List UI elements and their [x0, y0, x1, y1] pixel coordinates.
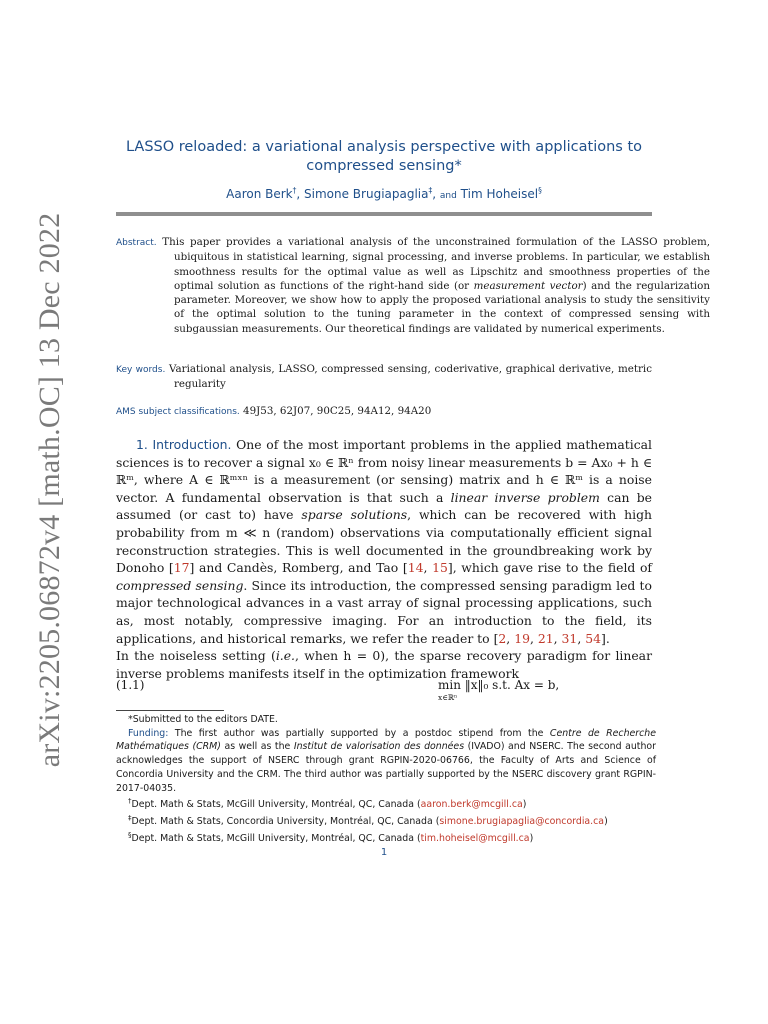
keywords — [116, 362, 652, 392]
introduction — [116, 436, 652, 682]
intro-text: can be assumed (or cast to) have — [116, 489, 652, 523]
ams-text: 49J53, 62J07, 90C25, 94A12, 94A20 — [243, 405, 432, 417]
footnotes — [116, 713, 656, 846]
citation-link[interactable]: 31 — [561, 630, 578, 646]
abstract-emphasis: measurement vector — [473, 279, 583, 292]
ams-classifications — [116, 404, 652, 419]
affiliation-text: Dept. Math & Stats, Concordia University, Montréal, QC, Canada ( — [131, 816, 440, 828]
email-link[interactable]: tim.hoheisel@mcgill.ca — [420, 833, 530, 844]
intro-text: , which can be recovered with high probability from m ≪ n (random) observations via computationally efficient signal reconstruction strategies. This is well documented in the groundbreaking work by Donoho [ — [116, 507, 652, 576]
author-list: Aaron Berk†, Simone Brugiapaglia‡, and Tim Hoheisel§ — [226, 186, 542, 201]
affiliation-close: ) — [529, 833, 534, 844]
abstract-text-2: ) and the regularization parameter. Moreover, we show how to apply the proposed variational analysis to study the sensitivity of the optimal solution to the tuning parameter in the context of compressed sensing with subgaussian measurements. Our theoretical findings are validated by numerical experiments. — [174, 279, 711, 335]
intro-text: , when h = 0), the sparse recovery paradigm for linear inverse problems manifests itself in the optimization framework — [116, 648, 652, 681]
ams-label: AMS subject classifications. — [116, 407, 240, 417]
abstract — [116, 235, 710, 336]
footnote-mark: § — [128, 830, 132, 839]
funding-text: (IVADO) and NSERC. The second author acknowledges the support of NSERC through grant RGPIN-2020-06766, the Faculty of Arts and Science of Concordia University and the CRM. The third author was partially supported by the NSERC discovery grant RGPIN-2017-04035. — [116, 741, 656, 794]
funding-emphasis: Centre de Recherche Mathématiques (CRM) — [116, 727, 656, 753]
footnote-mark: ‡ — [128, 814, 132, 823]
footnote-submitted: *Submitted to the editors DATE. — [128, 714, 278, 725]
section-heading: 1. Introduction. — [136, 437, 232, 452]
intro-text: In the noiseless setting ( — [116, 648, 276, 664]
title-line-2: compressed sensing* — [306, 158, 462, 174]
intro-emphasis: compressed sensing — [116, 577, 244, 593]
funding-emphasis: Institut de valorisation des données — [293, 741, 465, 753]
citation-link[interactable]: 14 — [407, 560, 424, 576]
intro-text: . Since its introduction, the compressed sensing paradigm led to major technological advances in a vast array of signal processing applications, such as, most notably, compressive imaging. For an introduction to the field, its applications, and historical remarks, we refer the reader to [ — [116, 577, 652, 646]
affiliation-close: ) — [522, 799, 527, 811]
intro-paragraph-1: 1. Introduction. One of the most important problems in the applied mathematical sciences is to recover a signal x₀ ∈ ℝⁿ from noisy linear measurements b = Ax₀ + h ∈ ℝᵐ, where A ∈ ℝᵐˣⁿ is a measurement (or sensing) matrix and h ∈ ℝᵐ is a noise vector. A fundamental observation is that such a linear inverse problem can be assumed (or cast to) have sparse solutions, which can be recovered with high probability from m ≪ n (random) observations via computationally efficient signal reconstruction strategies. This is well documented in the groundbreaking work by Donoho [17] and Candès, Romberg, and Tao [14, 15], which gave rise to the field of compressed sensing. Since its introduction, the compressed sensing paradigm led to major technological advances in a vast array of signal processing applications, such as, most notably, compressive imaging. For an introduction to the field, its applications, and historical remarks, we refer the reader to [2, 19, 21, 31, 54]. — [116, 437, 653, 646]
intro-text: ]. — [600, 630, 610, 646]
footnote-mark: † — [128, 797, 132, 806]
citation-link[interactable]: 19 — [514, 630, 530, 646]
funding-text: as well as the — [220, 741, 294, 753]
footnote-funding — [116, 727, 656, 796]
author-brugiapaglia-mark: ‡ — [428, 186, 433, 195]
equation-subscript: x∈ℝⁿ — [438, 693, 458, 702]
citation-link[interactable]: 17 — [173, 560, 190, 576]
arxiv-side-stamp: arXiv:2205.06872v4 [math.OC] 13 Dec 2022 — [33, 212, 66, 768]
intro-emphasis: sparse solutions — [301, 507, 408, 523]
affiliation-close: ) — [604, 816, 608, 828]
equation-1-1 — [116, 676, 652, 704]
page-number: 1 — [380, 847, 388, 858]
citation-link[interactable]: 2 — [498, 630, 507, 646]
affiliation-text: Dept. Math & Stats, McGill University, Montréal, QC, Canada ( — [131, 833, 421, 844]
intro-text: ], which gave rise to the field of — [447, 560, 653, 576]
author-berk-mark: † — [292, 186, 297, 195]
citation-link[interactable]: 54 — [585, 630, 601, 646]
author-hoheisel-mark: § — [538, 186, 542, 195]
footnote-affiliation-2 — [116, 812, 656, 829]
author-berk: Aaron Berk — [226, 187, 293, 201]
footnote-rule — [116, 710, 224, 711]
email-link[interactable]: simone.brugiapaglia@concordia.ca — [439, 816, 605, 828]
equation-min: min — [438, 678, 461, 692]
footnote-affiliation-3 — [116, 829, 656, 846]
citation-link[interactable]: 15 — [432, 560, 448, 576]
keywords-text: Variational analysis, LASSO, compressed sensing, coderivative, graphical derivative, metric regularity — [169, 363, 652, 391]
intro-text: One of the most important problems in the applied mathematical sciences is to recover a signal x₀ ∈ ℝⁿ from noisy linear measurements b = Ax₀ + h ∈ ℝᵐ, where A ∈ ℝᵐˣⁿ is a measurement (or sensing) matrix and h ∈ ℝᵐ is a noise vector. A fundamental observation is that such a — [116, 437, 652, 505]
equation-expression: ‖x‖₀ s.t. Ax = b, — [464, 678, 560, 692]
equation-body — [438, 678, 560, 702]
author-brugiapaglia: Simone Brugiapaglia — [304, 187, 429, 201]
author-conjunction: and — [439, 191, 457, 201]
keywords-label: Key words. — [116, 365, 166, 375]
citation-link[interactable]: 21 — [537, 630, 554, 646]
intro-emphasis: linear inverse problem — [450, 489, 600, 505]
intro-emphasis: i.e. — [275, 648, 295, 664]
funding-label: Funding: — [128, 727, 169, 739]
title-rule — [116, 212, 652, 216]
footnote-affiliation-1 — [116, 795, 656, 812]
equation-number: (1.1) — [116, 678, 145, 692]
intro-text: ] and Candès, Romberg, and Tao [ — [189, 560, 408, 576]
email-link[interactable]: aaron.berk@mcgill.ca — [420, 799, 523, 811]
affiliation-text: Dept. Math & Stats, McGill University, Montréal, QC, Canada ( — [131, 799, 421, 811]
paper-title — [116, 138, 652, 176]
abstract-label: Abstract. — [116, 238, 157, 248]
title-line-1: LASSO reloaded: a variational analysis perspective with applications to — [125, 139, 643, 155]
abstract-text-1: This paper provides a variational analysis of the unconstrained formulation of the LASSO problem, ubiquitous in statistical learning, signal processing, and inverse problems. In particular, we establish smoothness results for the optimal value as well as Lipschitz and smoothness properties of the optimal solution as functions of the right-hand side (or — [162, 236, 710, 292]
author-hoheisel: Tim Hoheisel — [460, 187, 539, 201]
funding-text: The first author was partially supported by a postdoc stipend from the — [168, 727, 550, 739]
